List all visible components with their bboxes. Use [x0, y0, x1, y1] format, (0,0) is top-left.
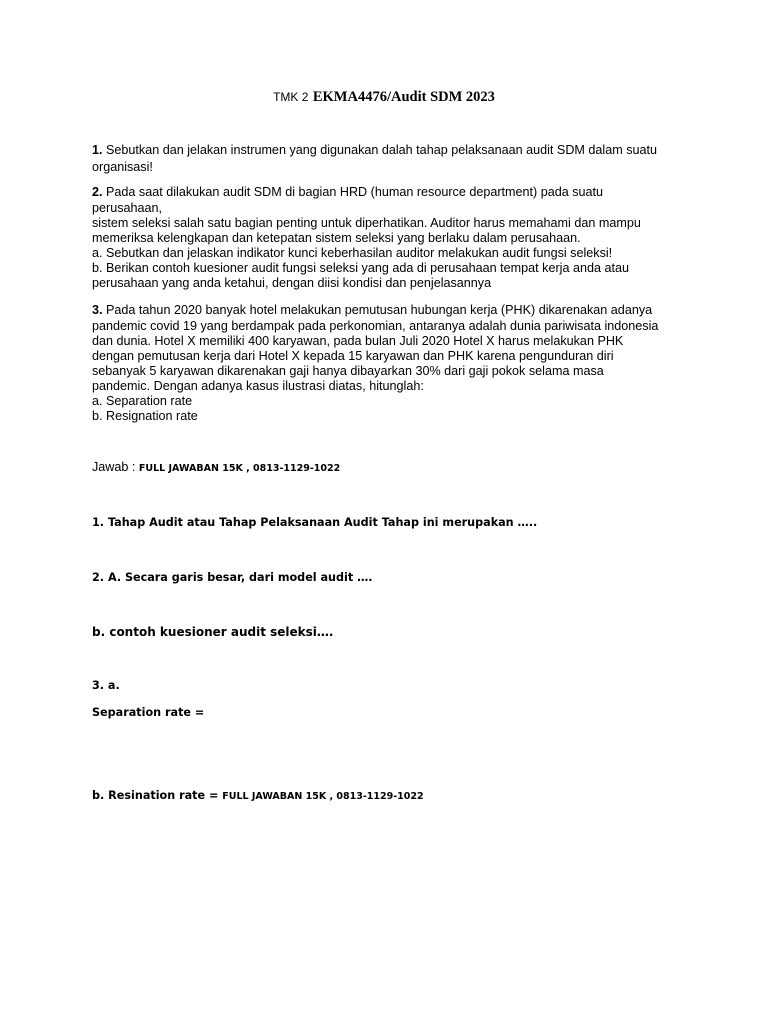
jawab-value: FULL JAWABAN 15K , 0813-1129-1022	[138, 463, 341, 474]
question-3-line-6: pandemic. Dengan adanya kasus ilustrasi diatas, hitunglah:	[92, 379, 424, 393]
answer-1-text: Tahap Audit atau Tahap Pelaksanaan Audit Tahap ini merupakan …..	[107, 516, 538, 529]
answer-2a-number: 2.	[92, 571, 105, 584]
question-2-line-2: perusahaan,	[92, 201, 163, 215]
question-3	[92, 303, 682, 424]
answer-2b: b. contoh kuesioner audit seleksi….	[92, 625, 334, 639]
answer-1	[92, 516, 537, 529]
question-3-line-1: Pada tahun 2020 banyak hotel melakukan pemutusan hubungan kerja (PHK) dikarenakan adanya	[106, 303, 653, 317]
question-3-number: 3.	[92, 303, 103, 317]
resination-rate-label: b. Resination rate =	[92, 789, 219, 802]
question-2	[92, 185, 682, 291]
question-3-line-4: dengan pemutusan kerja dari Hotel X kepada 15 karyawan dan PHK karena pengunduran diri	[92, 349, 614, 363]
jawab-line	[92, 460, 340, 474]
question-3-line-2: pandemic covid 19 yang berdampak pada perkonomian, antaranya adalah dunia pariwisata indonesia	[92, 319, 659, 333]
answer-3a-heading: 3. a.	[92, 679, 120, 692]
question-3-option-b: b. Resignation rate	[92, 409, 198, 423]
jawab-label: Jawab :	[92, 460, 136, 474]
question-3-line-3: dan dunia. Hotel X memiliki 400 karyawan, pada bulan Juli 2020 Hotel X harus melakukan PHK	[92, 334, 624, 348]
question-1-line-2: organisasi!	[92, 160, 153, 174]
question-2-number: 2.	[92, 185, 103, 199]
separation-rate-line: Separation rate =	[92, 706, 205, 719]
answer-2a-text: A. Secara garis besar, dari model audit ….	[107, 571, 373, 584]
resination-rate-line	[92, 789, 424, 802]
document-title	[0, 88, 768, 106]
answer-1-number: 1.	[92, 516, 105, 529]
question-3-line-5: sebanyak 5 karyawan dikarenakan gaji hanya dibayarkan 30% dari gaji pokok selama masa	[92, 364, 604, 378]
question-2-line-5: a. Sebutkan dan jelaskan indikator kunci keberhasilan auditor melakukan audit fungsi seleksi!	[92, 246, 613, 260]
question-2-line-7: perusahaan yang anda ketahui, dengan diisi kondisi dan penjelasannya	[92, 276, 492, 290]
question-2-line-4: memeriksa kelengkapan dan ketepatan sistem seleksi yang berlaku dalam perusahaan.	[92, 231, 581, 245]
question-1-number: 1.	[92, 143, 103, 157]
question-2-line-3: sistem seleksi salah satu bagian penting untuk diperhatikan. Auditor harus memahami dan mampu	[92, 216, 641, 230]
title-main: EKMA4476/Audit SDM 2023	[312, 89, 495, 105]
question-2-line-1: Pada saat dilakukan audit SDM di bagian HRD (human resource department) pada suatu	[106, 185, 604, 199]
resination-rate-value: FULL JAWABAN 15K , 0813-1129-1022	[222, 791, 424, 802]
question-1-line-1: Sebutkan dan jelakan instrumen yang digunakan dalah tahap pelaksanaan audit SDM dalam suatu	[106, 143, 658, 157]
title-prefix: TMK 2	[273, 90, 309, 104]
answer-2a	[92, 571, 373, 584]
question-3-option-a: a. Separation rate	[92, 394, 193, 408]
question-1	[92, 143, 682, 175]
question-2-line-6: b. Berikan contoh kuesioner audit fungsi seleksi yang ada di perusahaan tempat kerja anda atau	[92, 261, 629, 275]
